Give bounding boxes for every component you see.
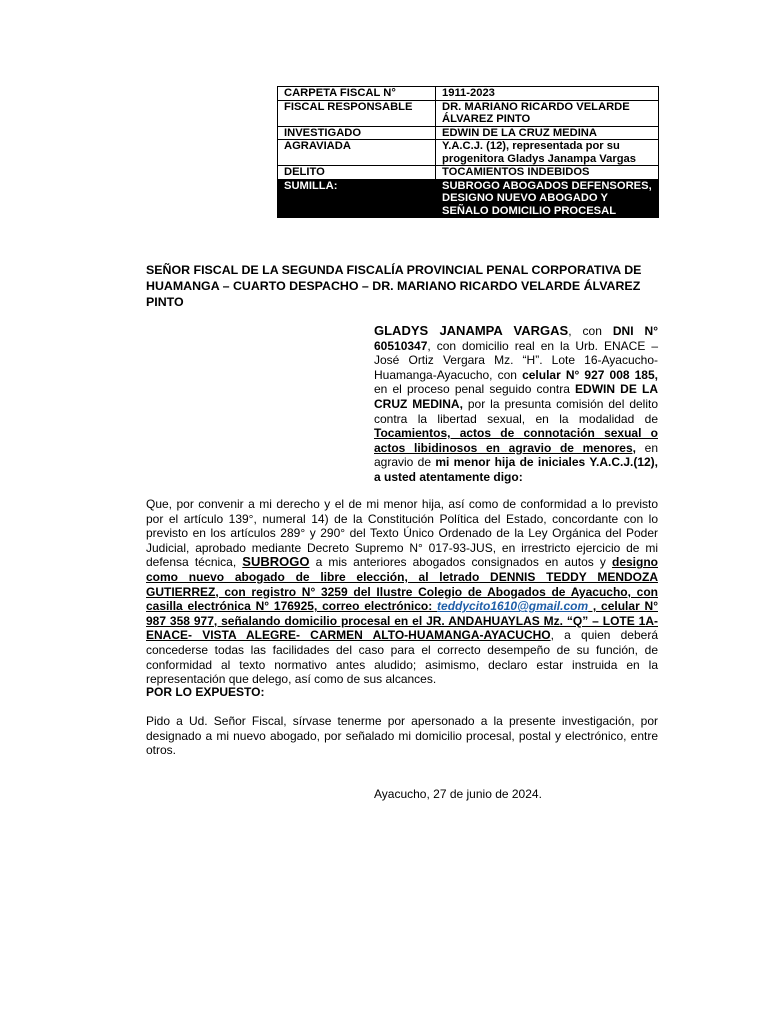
intro-text: en agravio de bbox=[374, 440, 658, 470]
intro-text: en el proceso penal seguido contra bbox=[374, 382, 576, 397]
table-row bbox=[278, 140, 659, 166]
petitioner-intro bbox=[374, 324, 658, 485]
summary-value: SUBROGO ABOGADOS DEFENSORES, DESIGNO NUEVO ABOGADO Y SEÑALO DOMICILIO PROCESAL bbox=[436, 179, 659, 218]
request-paragraph: Pido a Ud. Señor Fiscal, sírvase tenerme por apersonado a la presente investigación, por designado a mi nuevo abogado, por señalado mi domicilio procesal, postal y electrónico, entre otros. bbox=[146, 714, 658, 758]
table-row bbox=[278, 126, 659, 140]
prosecutor-label: FISCAL RESPONSABLE bbox=[278, 100, 436, 126]
case-number-label: CARPETA FISCAL N° bbox=[278, 87, 436, 101]
table-row bbox=[278, 100, 659, 126]
petitioner-phone: celular N° 927 008 185, bbox=[522, 367, 658, 382]
minor-reference: mi menor hija de iniciales Y.A.C.J.(12), a usted atentamente digo: bbox=[374, 455, 659, 484]
intro-text: , con bbox=[568, 324, 613, 338]
prosecutor-value: DR. MARIANO RICARDO VELARDE ÁLVAREZ PINTO bbox=[436, 100, 659, 126]
intro-text: , con domicilio real en la Urb. ENACE – José Ortiz Vergara Mz. “H”. Lote 16-Ayacucho-Huamanga-Ayacucho, con bbox=[374, 338, 658, 382]
paragraph-text: a mis anteriores abogados consignados en autos y bbox=[309, 555, 612, 570]
lawyer-designation: designo como nuevo abogado de libre elección, al letrado DENNIS TEDDY MENDOZA GUTIERREZ, con registro N° 3259 del Ilustre Colegio de Abogados de Ayacucho, con casilla electrónica N° 176925, correo electrónico: bbox=[146, 555, 658, 614]
crime-description: Tocamientos, actos de connotación sexual o actos libidinosos en agravio de menores, bbox=[374, 426, 658, 455]
subrogo-keyword: SUBROGO bbox=[242, 554, 310, 570]
table-row bbox=[278, 179, 659, 218]
summary-label: SUMILLA: bbox=[278, 179, 436, 218]
table-row bbox=[278, 87, 659, 101]
investigated-label: INVESTIGADO bbox=[278, 126, 436, 140]
investigated-value: EDWIN DE LA CRUZ MEDINA bbox=[436, 126, 659, 140]
procedural-address: , celular N° 987 358 977, señalando domicilio procesal en el JR. ANDAHUAYLAS Mz. “Q” – LOTE 1A-ENACE- VISTA ALEGRE- CARMEN ALTO-HUAMANGA-AYACUCHO bbox=[146, 599, 658, 643]
crime-value: TOCAMIENTOS INDEBIDOS bbox=[436, 166, 659, 180]
accused-name: EDWIN DE LA CRUZ MEDINA, bbox=[374, 382, 658, 411]
main-paragraph bbox=[146, 497, 658, 687]
date-place: Ayacucho, 27 de junio de 2024. bbox=[374, 787, 542, 801]
victim-label: AGRAVIADA bbox=[278, 140, 436, 166]
victim-value: Y.A.C.J. (12), representada por su progenitora Gladys Janampa Vargas bbox=[436, 140, 659, 166]
petitioner-dni: DNI N° 60510347 bbox=[374, 324, 658, 353]
paragraph-text: , a quien deberá concederse todas las facilidades del caso para el correcto desempeño de su función, de conformidad al texto normativo antes aludido; asimismo, declaro estar instruida en la representación que delego, así como de sus alcances. bbox=[146, 628, 658, 687]
paragraph-text: Que, por convenir a mi derecho y el de mi menor hija, así como de conformidad a lo previsto por el artículo 139°, numeral 14) de la Constitución Política del Estado, concordante con lo previsto en los artículos 289° y 290° del Texto Único Ordenado de la Ley Orgánica del Poder Judicial, aprobado mediante Decreto Supremo N° 017-93-JUS, en irrestricto ejercicio de mi defensa técnica, bbox=[146, 497, 658, 570]
crime-label: DELITO bbox=[278, 166, 436, 180]
addressee-heading: SEÑOR FISCAL DE LA SEGUNDA FISCALÍA PROVINCIAL PENAL CORPORATIVA DE HUAMANGA – CUARTO DESPACHO – DR. MARIANO RICARDO VELARDE ÁLVAREZ PINTO bbox=[146, 263, 642, 309]
case-number-value: 1911-2023 bbox=[436, 87, 659, 101]
lawyer-email-link[interactable]: teddycito1610@gmail.com bbox=[437, 599, 589, 614]
petitioner-name: GLADYS JANAMPA VARGAS bbox=[374, 323, 569, 338]
intro-text: por la presunta comisión del delito contra la libertad sexual, en la modalidad de bbox=[374, 396, 659, 426]
section-heading: POR LO EXPUESTO: bbox=[146, 685, 265, 699]
case-info-table bbox=[277, 86, 659, 218]
table-row bbox=[278, 166, 659, 180]
